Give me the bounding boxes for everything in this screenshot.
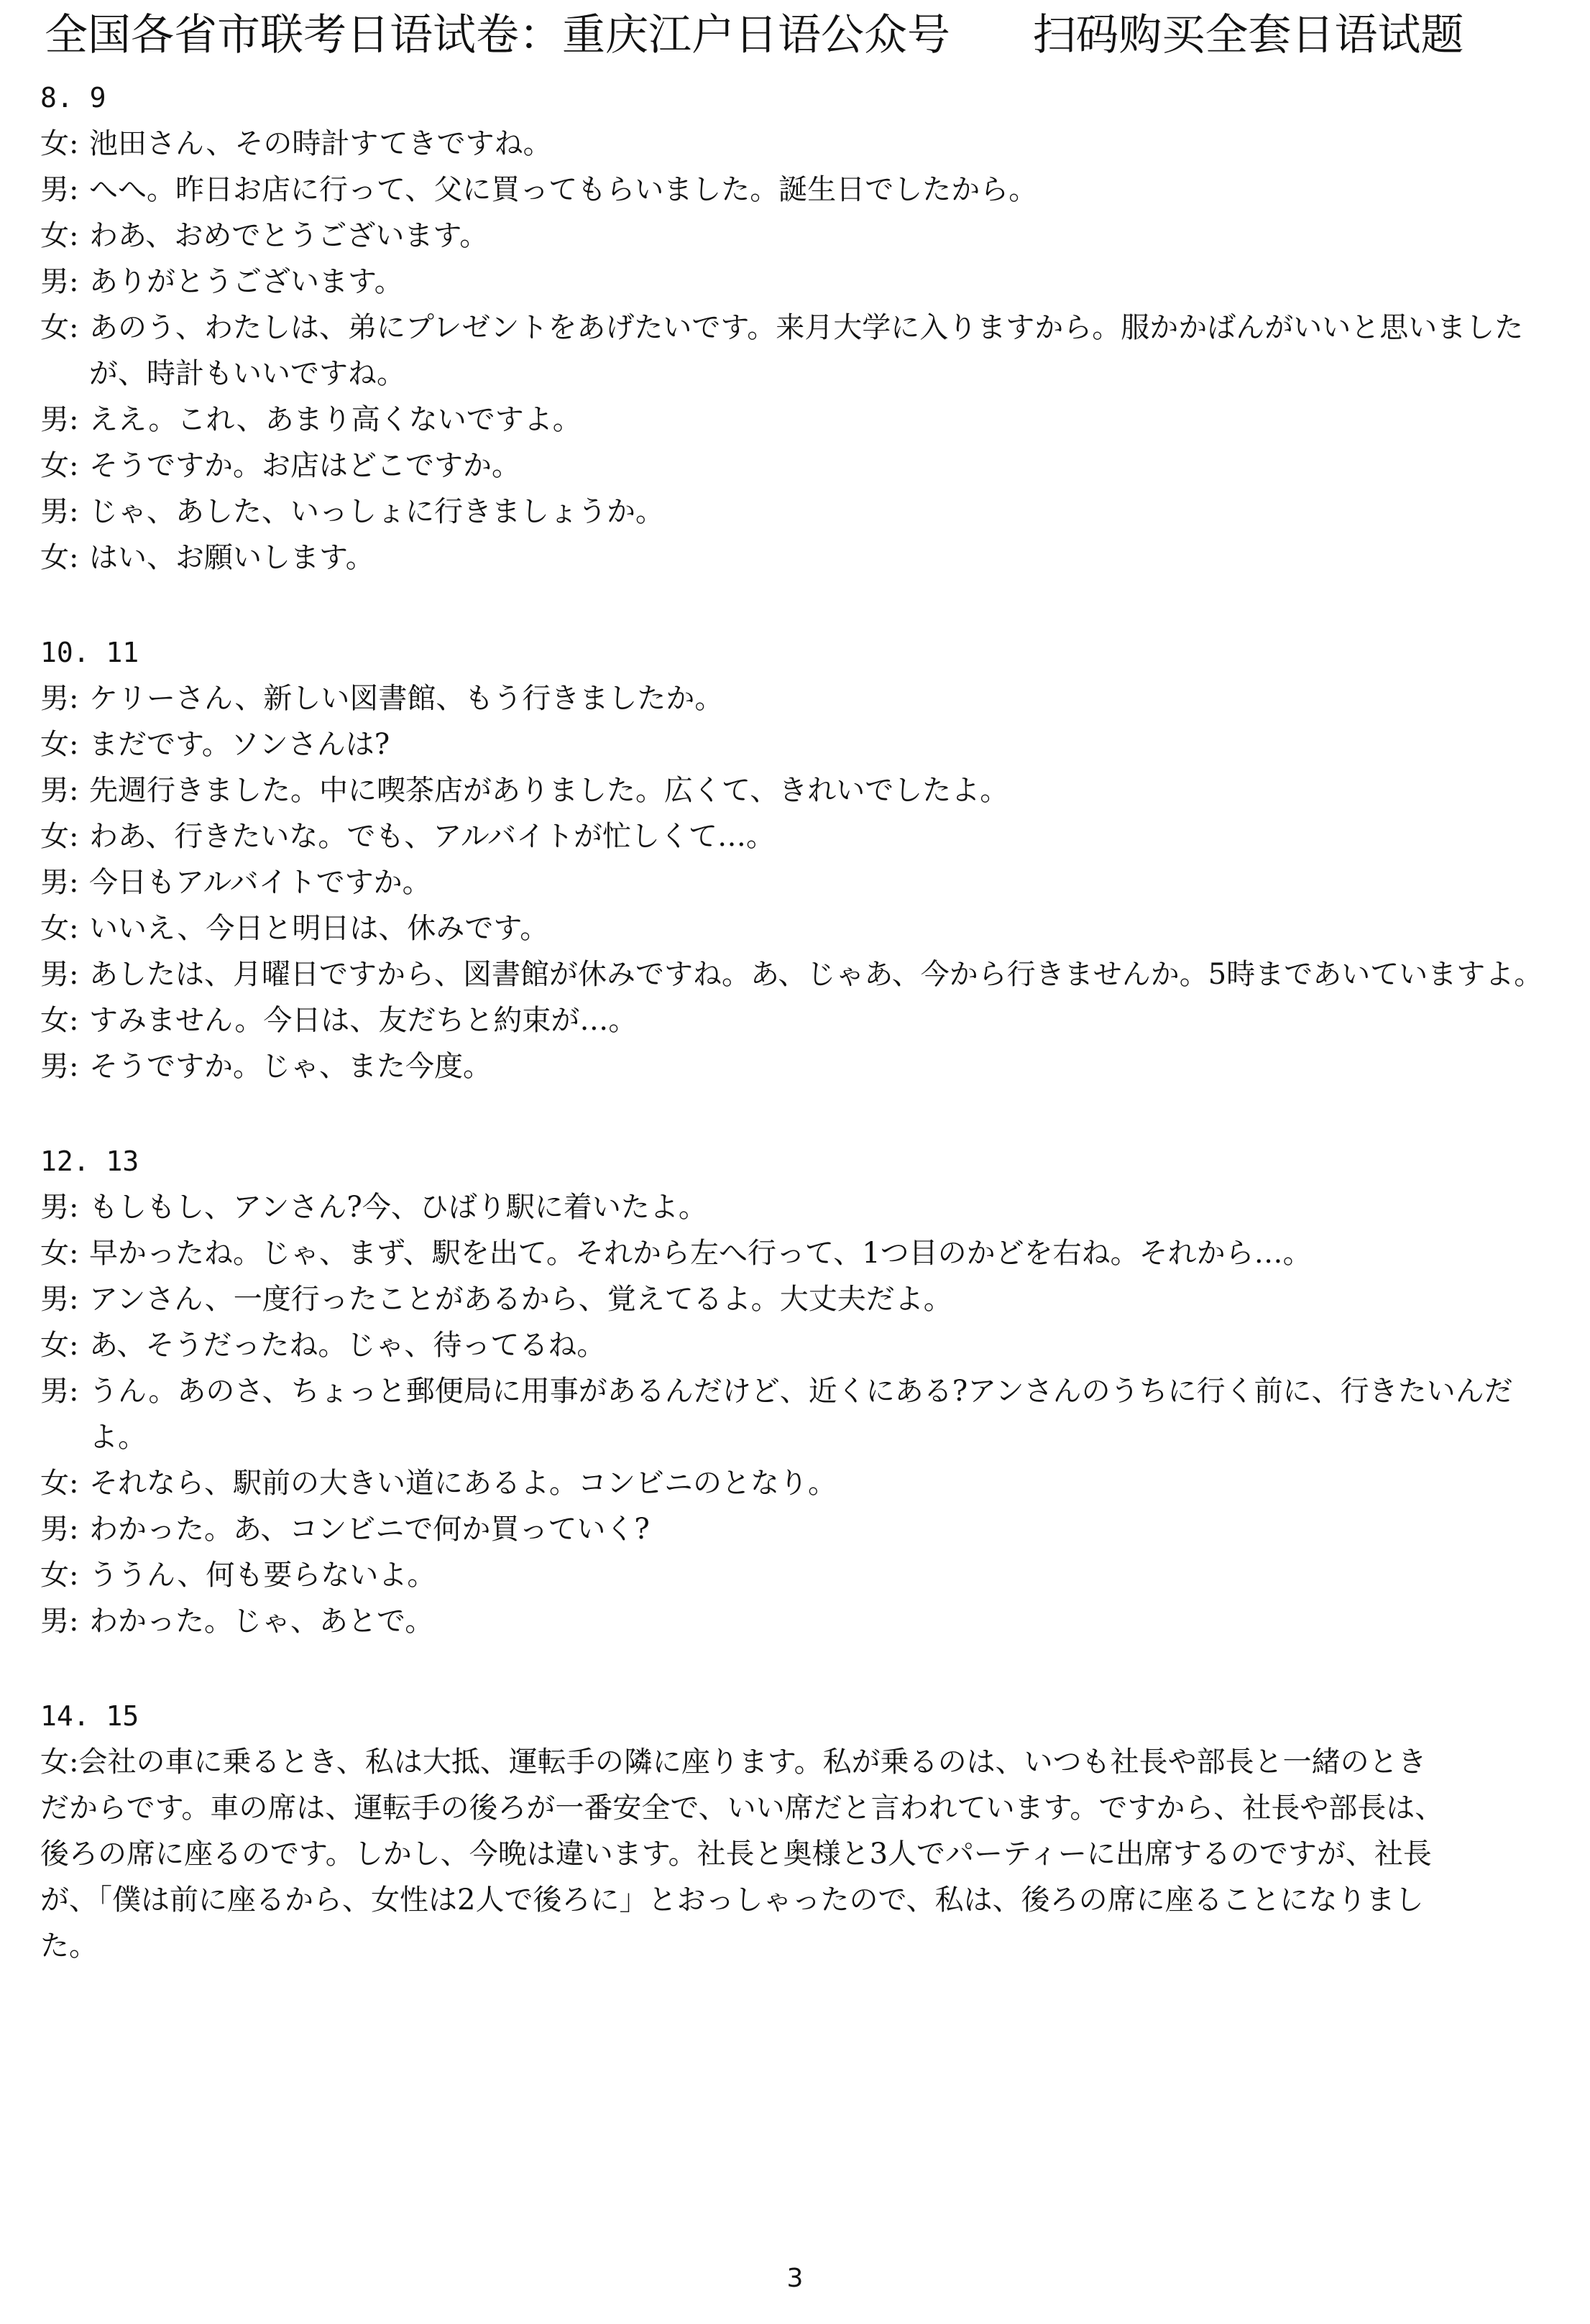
dialogue-line: [40, 443, 1563, 489]
page-header: [45, 9, 1561, 62]
section-number: 10. 11: [40, 637, 139, 668]
speaker-label: 女:: [40, 1559, 79, 1592]
speaker-label: 女:: [40, 820, 79, 853]
dialogue-section: [40, 630, 1563, 1089]
dialogue-line: [40, 259, 1563, 305]
dialogue-sections: [40, 75, 1563, 1644]
speech-text: もしもし、アンさん?今、ひばり駅に着いたよ。: [89, 1191, 707, 1224]
monologue-line: 後ろの席に座るのです。しかし、今晩は違います。社長と奥様と3人でパーティーに出席するのですが、社長: [40, 1837, 1432, 1871]
speaker-label: 女:: [40, 541, 79, 574]
speaker-label: 男:: [40, 682, 79, 715]
speech-text: 池田さん、その時計すてきですね。: [89, 127, 552, 160]
speaker-label: 男:: [40, 403, 79, 436]
speaker-label: 男:: [40, 1050, 79, 1083]
speech-text: ケリーさん、新しい図書館、もう行きましたか。: [89, 682, 724, 715]
speaker-label: 女:: [40, 728, 79, 761]
dialogue-line: [40, 905, 1563, 951]
speech-text: わあ、おめでとうございます。: [89, 219, 489, 252]
dialogue-line: [40, 1460, 1563, 1506]
section-number: 14. 15: [40, 1700, 139, 1732]
speech-text: あしたは、月曜日ですから、図書館が休みですね。あ、じゃあ、今から行きませんか。5時まであいていますよ。: [89, 958, 1543, 991]
dialogue-line: [40, 1598, 1563, 1644]
speaker-label: 女:: [40, 127, 79, 160]
speech-text: ありがとうございます。: [89, 265, 403, 298]
speech-text: すみません。今日は、友だちと約束が…。: [89, 1004, 638, 1037]
speaker-label: 男:: [40, 1513, 79, 1546]
speech-text: はい、お願いします。: [89, 541, 374, 574]
monologue-line: が、「僕は前に座るから、女性は2人で後ろに」とおっしゃったので、私は、後ろの席に座ることになりまし: [40, 1883, 1424, 1917]
speaker-label: 男:: [40, 173, 79, 206]
speech-text: わかった。あ、コンビニで何か買っていく?: [89, 1513, 650, 1546]
speaker-label: 男:: [40, 958, 79, 991]
speech-text: ええ。これ、あまり高くないですよ。: [89, 403, 582, 436]
speech-text: ううん、何も要らないよ。: [89, 1559, 436, 1592]
speaker-label: 女:: [40, 1467, 79, 1500]
speech-text: あ、そうだったね。じゃ、待ってるね。: [89, 1329, 606, 1362]
speaker-label: 女:: [40, 1004, 79, 1037]
dialogue-line: [40, 167, 1563, 213]
speech-text: 早かったね。じゃ、まず、駅を出て。それから左へ行って、1つ目のかどを右ね。それから…。: [89, 1237, 1312, 1270]
dialogue-line: [40, 721, 1563, 767]
speaker-label: 男:: [40, 265, 79, 298]
speech-text: へへ。昨日お店に行って、父に買ってもらいました。誕生日でしたから。: [89, 173, 1038, 206]
speech-text: そうですか。お店はどこですか。: [89, 449, 520, 482]
speaker-label: 男:: [40, 866, 79, 899]
speaker-label: 男:: [40, 495, 79, 528]
header-promo: 扫码购买全套日语试题: [1032, 10, 1464, 60]
speech-text: 今日もアルバイトですか。: [89, 866, 431, 899]
speech-text: それなら、駅前の大きい道にあるよ。コンビニのとなり。: [89, 1467, 837, 1500]
section-number: 12. 13: [40, 1145, 139, 1177]
dialogue-line: [40, 489, 1563, 535]
speaker-label: 女:: [40, 1329, 79, 1362]
speaker-label: 女:: [40, 311, 79, 344]
dialogue-line: [40, 1043, 1563, 1089]
speaker-label: 男:: [40, 1191, 79, 1224]
monologue-line: た。: [40, 1929, 98, 1963]
dialogue-line: [40, 213, 1563, 259]
header-title: 全国各省市联考日语试卷：重庆江户日语公众号: [45, 10, 950, 60]
dialogue-line: [40, 397, 1563, 443]
dialogue-line: [40, 1322, 1563, 1368]
speech-text: まだです。ソンさんは?: [89, 728, 390, 761]
dialogue-line: [40, 675, 1563, 721]
monologue-line: だからです。車の席は、運転手の後ろが一番安全で、いい席だと言われています。ですから、社長や部長は、: [40, 1792, 1444, 1825]
dialogue-line: [40, 767, 1563, 813]
speech-text: 先週行きました。中に喫茶店がありました。広くて、きれいでしたよ。: [89, 774, 1009, 807]
speaker-label: 女:: [40, 912, 79, 945]
dialogue-line: [40, 1184, 1563, 1230]
dialogue-line: [40, 1276, 1563, 1322]
monologue-text: [40, 1739, 1563, 1969]
speech-text: わかった。じゃ、あとで。: [89, 1605, 434, 1638]
dialogue-section: [40, 1138, 1563, 1644]
speaker-label: 男:: [40, 1605, 79, 1638]
dialogue-line: [40, 997, 1563, 1043]
dialogue-line: [40, 1368, 1563, 1460]
speaker-label: 女:: [40, 219, 79, 252]
dialogue-line: [40, 1506, 1563, 1552]
speaker-label: 女:: [40, 449, 79, 482]
speech-text: あのう、わたしは、弟にプレゼントをあげたいです。来月大学に入りますから。服かかばんがいいと思いましたが、時計もいいですね。: [89, 311, 1524, 390]
monologue-line: 女:会社の車に乗るとき、私は大抵、運転手の隣に座ります。私が乗るのは、いつも社長や部長と一緒のとき: [40, 1746, 1427, 1779]
dialogue-line: [40, 121, 1563, 167]
dialogue-line: [40, 951, 1563, 997]
speech-text: そうですか。じゃ、また今度。: [89, 1050, 492, 1083]
dialogue-line: [40, 813, 1563, 859]
dialogue-line: [40, 305, 1563, 397]
dialogue-line: [40, 859, 1563, 905]
dialogue-line: [40, 1552, 1563, 1598]
page-number: 3: [786, 2264, 804, 2293]
speaker-label: 女:: [40, 1237, 79, 1270]
speech-text: アンさん、一度行ったことがあるから、覚えてるよ。大丈夫だよ。: [89, 1283, 952, 1316]
dialogue-line: [40, 1230, 1563, 1276]
dialogue-line: [40, 535, 1563, 581]
speaker-label: 男:: [40, 1283, 79, 1316]
section-number: 8. 9: [40, 82, 106, 114]
dialogue-section: [40, 75, 1563, 581]
speech-text: じゃ、あした、いっしょに行きましょうか。: [89, 495, 664, 528]
speaker-label: 男:: [40, 774, 79, 807]
document-body: [40, 75, 1563, 2018]
speech-text: うん。あのさ、ちょっと郵便局に用事があるんだけど、近くにある?アンさんのうちに行く前に、行きたいんだよ。: [89, 1375, 1513, 1454]
monologue-section: [40, 1693, 1563, 1969]
speech-text: いいえ、今日と明日は、休みです。: [89, 912, 549, 945]
speech-text: わあ、行きたいな。でも、アルバイトが忙しくて…。: [89, 820, 775, 853]
speaker-label: 男:: [40, 1375, 79, 1408]
